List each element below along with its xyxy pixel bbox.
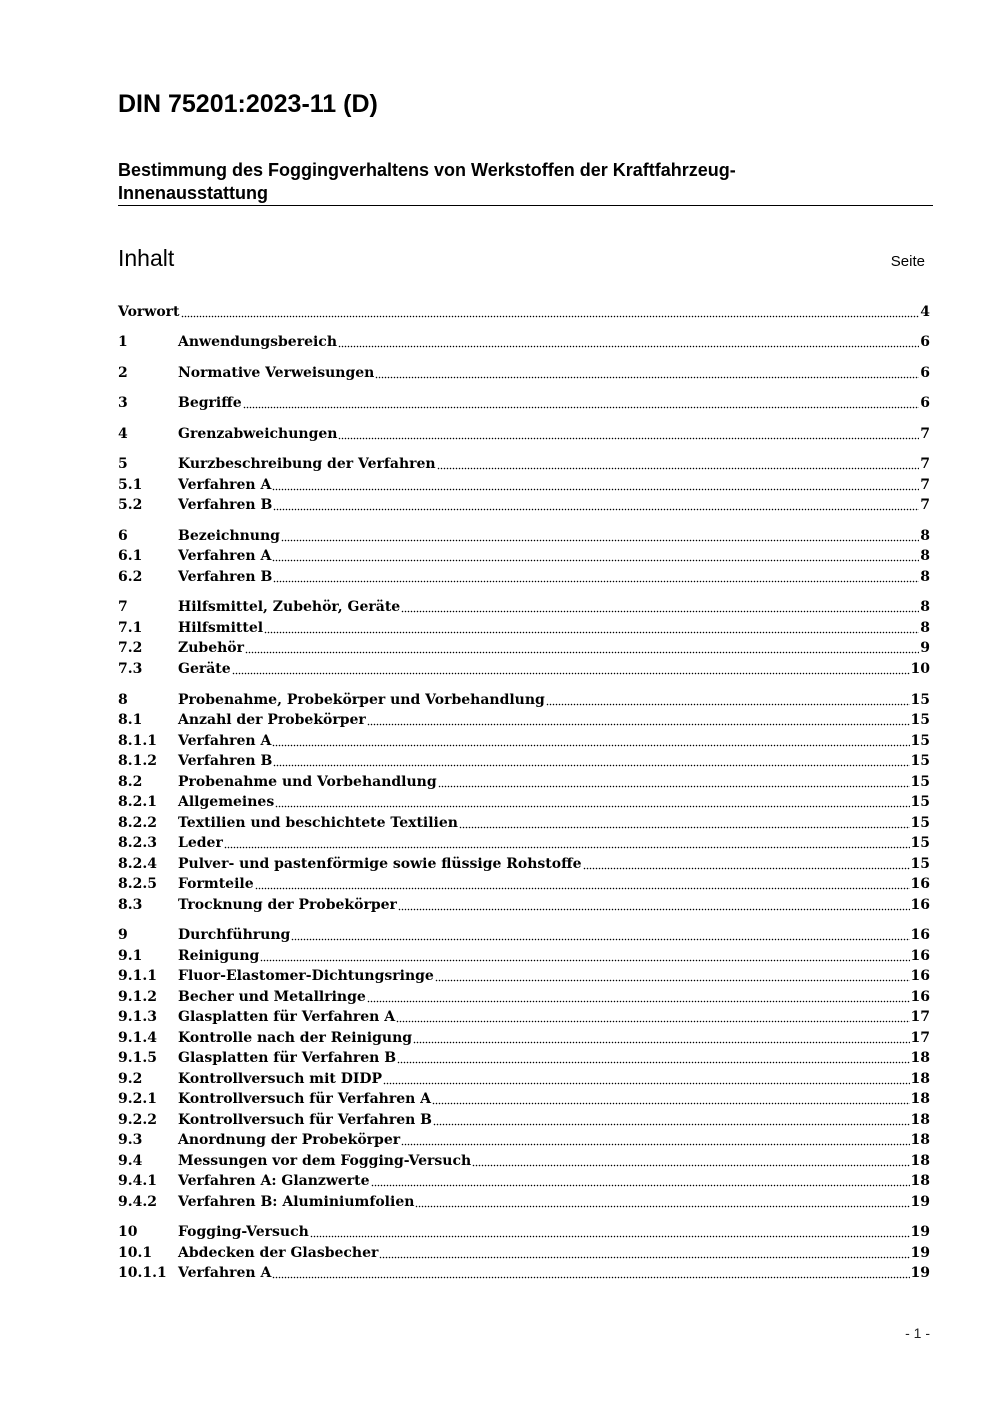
dot-leader [272, 731, 909, 751]
toc-entry-page: 18 [910, 1071, 930, 1087]
toc-entry-title: Begriffe [178, 395, 242, 411]
dot-leader [272, 475, 919, 495]
toc-entry-number: 9.2 [118, 1071, 143, 1087]
toc-entry-number: 10 [118, 1224, 138, 1240]
toc-entry-page: 16 [910, 989, 930, 1005]
toc-entry-number: 8.2.1 [118, 794, 157, 810]
toc-entry-page: 15 [910, 692, 930, 708]
toc-entry-number: 9.4.1 [118, 1173, 157, 1189]
dot-leader [338, 424, 919, 444]
dot-leader [401, 597, 919, 617]
toc-entry[interactable] [118, 526, 930, 546]
toc-entry-title: Glasplatten für Verfahren B [178, 1050, 397, 1066]
toc-entry-number: 6 [118, 528, 128, 544]
toc-entry-title: Pulver- und pastenförmige sowie flüssige Rohstoffe [178, 856, 582, 872]
dot-leader [375, 363, 919, 383]
toc-entry-number: 9.2.1 [118, 1091, 157, 1107]
toc-entry-number: 8.2 [118, 774, 143, 790]
toc-entry-page: 18 [910, 1153, 930, 1169]
toc-entry-title: Kontrolle nach der Reinigung [178, 1030, 413, 1046]
dot-leader [272, 546, 919, 566]
dot-leader [273, 567, 919, 587]
dot-leader [264, 618, 919, 638]
dot-leader [281, 526, 919, 546]
toc-entry-title: Verfahren A [178, 548, 272, 564]
toc-entry-page: 8 [920, 569, 930, 585]
toc-entry-page: 7 [920, 497, 930, 513]
toc-entry-title: Becher und Metallringe [178, 989, 366, 1005]
toc-entry-page: 7 [920, 456, 930, 472]
toc-entry[interactable] [118, 833, 930, 853]
toc-entry[interactable] [118, 302, 930, 322]
toc-entry-page: 4 [920, 304, 930, 320]
toc-entry[interactable] [118, 1243, 930, 1263]
toc-entry-number: 6.2 [118, 569, 143, 585]
toc-entry[interactable] [118, 1048, 930, 1068]
toc-entry-page: 16 [910, 897, 930, 913]
toc-entry[interactable] [118, 454, 930, 474]
toc-entry-title: Verfahren A [178, 1265, 272, 1281]
toc-entry-title: Abdecken der Glasbecher [178, 1245, 379, 1261]
toc-entry-title: Probenahme und Vorbehandlung [178, 774, 437, 790]
toc-entry[interactable] [118, 659, 930, 679]
toc-entry-title: Durchführung [178, 927, 291, 943]
toc-entry-page: 18 [910, 1132, 930, 1148]
dot-leader [379, 1243, 909, 1263]
toc-entry[interactable] [118, 772, 930, 792]
document-title-line: Bestimmung des Foggingverhaltens von Werkstoffen der Kraftfahrzeug- [118, 160, 736, 180]
toc-entry-page: 18 [910, 1050, 930, 1066]
toc-entry[interactable] [118, 1222, 930, 1242]
toc-entry-number: 9.4 [118, 1153, 143, 1169]
toc-entry[interactable] [118, 424, 930, 444]
toc-entry[interactable] [118, 751, 930, 771]
dot-leader [397, 1048, 909, 1068]
toc-entry-page: 15 [910, 753, 930, 769]
toc-entry-page: 6 [920, 334, 930, 350]
toc-entry-title: Verfahren A [178, 733, 272, 749]
toc-entry-page: 19 [910, 1265, 930, 1281]
toc-entry-number: 1 [118, 334, 128, 350]
toc-heading: Inhalt [118, 245, 175, 271]
toc-entry-title: Verfahren B [178, 753, 273, 769]
toc-entry-title: Normative Verweisungen [178, 365, 375, 381]
dot-leader [401, 1130, 909, 1150]
dot-leader [273, 495, 919, 515]
toc-entry-number: 8.2.2 [118, 815, 157, 831]
toc-entry-page: 15 [910, 835, 930, 851]
toc-entry-number: 7.1 [118, 620, 143, 636]
toc-entry[interactable] [118, 854, 930, 874]
dot-leader [272, 1263, 909, 1283]
toc-entry-title: Fogging-Versuch [178, 1224, 309, 1240]
toc-entry-title: Hilfsmittel [178, 620, 264, 636]
dot-leader [438, 772, 910, 792]
toc-entry[interactable] [118, 813, 930, 833]
toc-entry[interactable] [118, 393, 930, 413]
toc-entry-page: 16 [910, 876, 930, 892]
toc-entry-title: Allgemeines [178, 794, 275, 810]
toc-entry-number: 7.3 [118, 661, 143, 677]
toc-entry-title: Verfahren A [178, 477, 272, 493]
dot-leader [310, 1222, 910, 1242]
toc-entry[interactable] [118, 638, 930, 658]
dot-leader [413, 1028, 909, 1048]
toc-entry-title: Glasplatten für Verfahren A [178, 1009, 396, 1025]
toc-entry-title: Verfahren B [178, 497, 273, 513]
toc-entry-number: 6.1 [118, 548, 143, 564]
dot-leader [255, 874, 910, 894]
toc-entry-page: 15 [910, 733, 930, 749]
toc-entry-page: 19 [910, 1224, 930, 1240]
toc-entry-number: 5.2 [118, 497, 143, 513]
toc-entry[interactable] [118, 874, 930, 894]
toc-entry-title: Bezeichnung [178, 528, 280, 544]
toc-entry-title: Kontrollversuch für Verfahren A [178, 1091, 432, 1107]
toc-entry-page: 15 [910, 794, 930, 810]
toc-entry-title: Trocknung der Probekörper [178, 897, 397, 913]
toc-entry-title: Kontrollversuch mit DIDP [178, 1071, 383, 1087]
toc-entry[interactable] [118, 1110, 930, 1130]
toc-entry-page: 9 [920, 640, 930, 656]
toc-entry-title: Verfahren A: Glanzwerte [178, 1173, 370, 1189]
toc-entry[interactable] [118, 710, 930, 730]
dot-leader [243, 393, 920, 413]
dot-leader [232, 659, 910, 679]
page-column-label: Seite [890, 253, 925, 270]
toc-entry-number: 9.3 [118, 1132, 143, 1148]
toc-entry-number: 10.1.1 [118, 1265, 167, 1281]
toc-entry-page: 16 [910, 927, 930, 943]
toc-entry-page: 6 [920, 395, 930, 411]
toc-entry-number: 2 [118, 365, 128, 381]
toc-entry-number: 9.1.2 [118, 989, 157, 1005]
toc-entry[interactable] [118, 1089, 930, 1109]
dot-leader [398, 895, 910, 915]
toc-entry-number: 9 [118, 927, 128, 943]
toc-entry-page: 8 [920, 548, 930, 564]
dot-leader [383, 1069, 909, 1089]
toc-entry[interactable] [118, 731, 930, 751]
toc-entry[interactable] [118, 925, 930, 945]
toc-entry[interactable] [118, 495, 930, 515]
dot-leader [415, 1192, 909, 1212]
toc-entry-number: 9.1.4 [118, 1030, 157, 1046]
toc-entry-number: 8.1 [118, 712, 143, 728]
dot-leader [371, 1171, 910, 1191]
toc-entry[interactable] [118, 792, 930, 812]
toc-entry-title: Leder [178, 835, 223, 851]
toc-entry[interactable] [118, 567, 930, 587]
toc-entry-number: 9.1 [118, 948, 143, 964]
toc-entry-page: 18 [910, 1091, 930, 1107]
toc-entry-page: 8 [920, 620, 930, 636]
toc-entry[interactable] [118, 1171, 930, 1191]
toc-entry-page: 16 [910, 968, 930, 984]
toc-entry-number: 9.4.2 [118, 1194, 157, 1210]
toc-entry-number: 5.1 [118, 477, 143, 493]
toc-entry[interactable] [118, 597, 930, 617]
toc-entry-page: 8 [920, 599, 930, 615]
toc-entry-page: 17 [910, 1030, 930, 1046]
table-of-contents [118, 0, 930, 1403]
toc-entry-title: Anordnung der Probekörper [178, 1132, 401, 1148]
toc-entry-title: Anzahl der Probekörper [178, 712, 366, 728]
toc-entry-number: 3 [118, 395, 128, 411]
toc-entry[interactable] [118, 1130, 930, 1150]
toc-entry-title: Verfahren B: Aluminiumfolien [178, 1194, 415, 1210]
toc-entry-number: 9.2.2 [118, 1112, 157, 1128]
dot-leader [432, 1089, 909, 1109]
toc-entry-title: Kontrollversuch für Verfahren B [178, 1112, 433, 1128]
toc-entry[interactable] [118, 1192, 930, 1212]
toc-entry-number: 10.1 [118, 1245, 153, 1261]
toc-entry[interactable] [118, 690, 930, 710]
toc-entry[interactable] [118, 1151, 930, 1171]
dot-leader [583, 854, 910, 874]
toc-entry-title: Textilien und beschichtete Textilien [178, 815, 458, 831]
dot-leader [291, 925, 909, 945]
toc-entry[interactable] [118, 966, 930, 986]
toc-entry-page: 17 [910, 1009, 930, 1025]
toc-entry-title: Hilfsmittel, Zubehör, Geräte [178, 599, 401, 615]
dot-leader [396, 1007, 909, 1027]
toc-entry-title: Zubehör [178, 640, 244, 656]
dot-leader [338, 332, 919, 352]
toc-entry[interactable] [118, 1028, 930, 1048]
toc-entry[interactable] [118, 546, 930, 566]
dot-leader [273, 751, 909, 771]
toc-entry-title: Probenahme, Probekörper und Vorbehandlung [178, 692, 545, 708]
toc-entry-title: Vorwort [118, 304, 180, 320]
toc-entry-title: Verfahren B [178, 569, 273, 585]
toc-entry-page: 6 [920, 365, 930, 381]
toc-entry[interactable] [118, 332, 930, 352]
toc-entry-number: 4 [118, 426, 128, 442]
toc-entry-title: Kurzbeschreibung der Verfahren [178, 456, 436, 472]
toc-entry-title: Messungen vor dem Fogging-Versuch [178, 1153, 472, 1169]
dot-leader [260, 946, 909, 966]
toc-entry[interactable] [118, 1007, 930, 1027]
toc-entry-number: 8.2.5 [118, 876, 157, 892]
toc-entry-number: 8.3 [118, 897, 143, 913]
document-title-line: Innenausstattung [118, 183, 269, 203]
page-number-footer: - 1 - [905, 1325, 930, 1341]
toc-entry-title: Anwendungsbereich [178, 334, 337, 350]
toc-entry-page: 15 [910, 774, 930, 790]
toc-entry-number: 9.1.3 [118, 1009, 157, 1025]
toc-entry-number: 9.1.5 [118, 1050, 157, 1066]
toc-entry-page: 15 [910, 815, 930, 831]
toc-entry-title: Geräte [178, 661, 231, 677]
dot-leader [224, 833, 910, 853]
toc-entry-page: 19 [910, 1194, 930, 1210]
document-id: DIN 75201:2023-11 (D) [118, 90, 378, 118]
toc-entry-page: 7 [920, 477, 930, 493]
dot-leader [275, 792, 909, 812]
toc-entry-page: 16 [910, 948, 930, 964]
dot-leader [546, 690, 910, 710]
toc-entry[interactable] [118, 1263, 930, 1283]
toc-entry[interactable] [118, 363, 930, 383]
toc-entry-title: Grenzabweichungen [178, 426, 338, 442]
toc-entry-page: 19 [910, 1245, 930, 1261]
toc-entry-page: 15 [910, 712, 930, 728]
toc-entry-number: 8.2.3 [118, 835, 157, 851]
dot-leader [367, 987, 910, 1007]
toc-entry-number: 8 [118, 692, 128, 708]
toc-entry-page: 18 [910, 1173, 930, 1189]
toc-entry[interactable] [118, 475, 930, 495]
toc-entry[interactable] [118, 895, 930, 915]
toc-entry[interactable] [118, 618, 930, 638]
dot-leader [459, 813, 910, 833]
toc-entry[interactable] [118, 1069, 930, 1089]
dot-leader [435, 966, 910, 986]
toc-entry[interactable] [118, 946, 930, 966]
dot-leader [437, 454, 920, 474]
toc-entry-title: Formteile [178, 876, 254, 892]
toc-entry-number: 9.1.1 [118, 968, 157, 984]
toc-entry-title: Reinigung [178, 948, 260, 964]
toc-entry-title: Fluor-Elastomer-Dichtungsringe [178, 968, 434, 984]
toc-entry-number: 5 [118, 456, 128, 472]
toc-entry-number: 7 [118, 599, 128, 615]
toc-entry-number: 8.1.1 [118, 733, 157, 749]
toc-entry[interactable] [118, 987, 930, 1007]
toc-entry-page: 10 [910, 661, 930, 677]
dot-leader [181, 302, 920, 322]
dot-leader [433, 1110, 910, 1130]
toc-entry-page: 18 [910, 1112, 930, 1128]
toc-entry-page: 7 [920, 426, 930, 442]
toc-entry-page: 8 [920, 528, 930, 544]
dot-leader [245, 638, 919, 658]
dot-leader [472, 1151, 909, 1171]
toc-entry-page: 15 [910, 856, 930, 872]
toc-entry-number: 7.2 [118, 640, 143, 656]
toc-entry-number: 8.1.2 [118, 753, 157, 769]
dot-leader [367, 710, 910, 730]
toc-entry-number: 8.2.4 [118, 856, 157, 872]
